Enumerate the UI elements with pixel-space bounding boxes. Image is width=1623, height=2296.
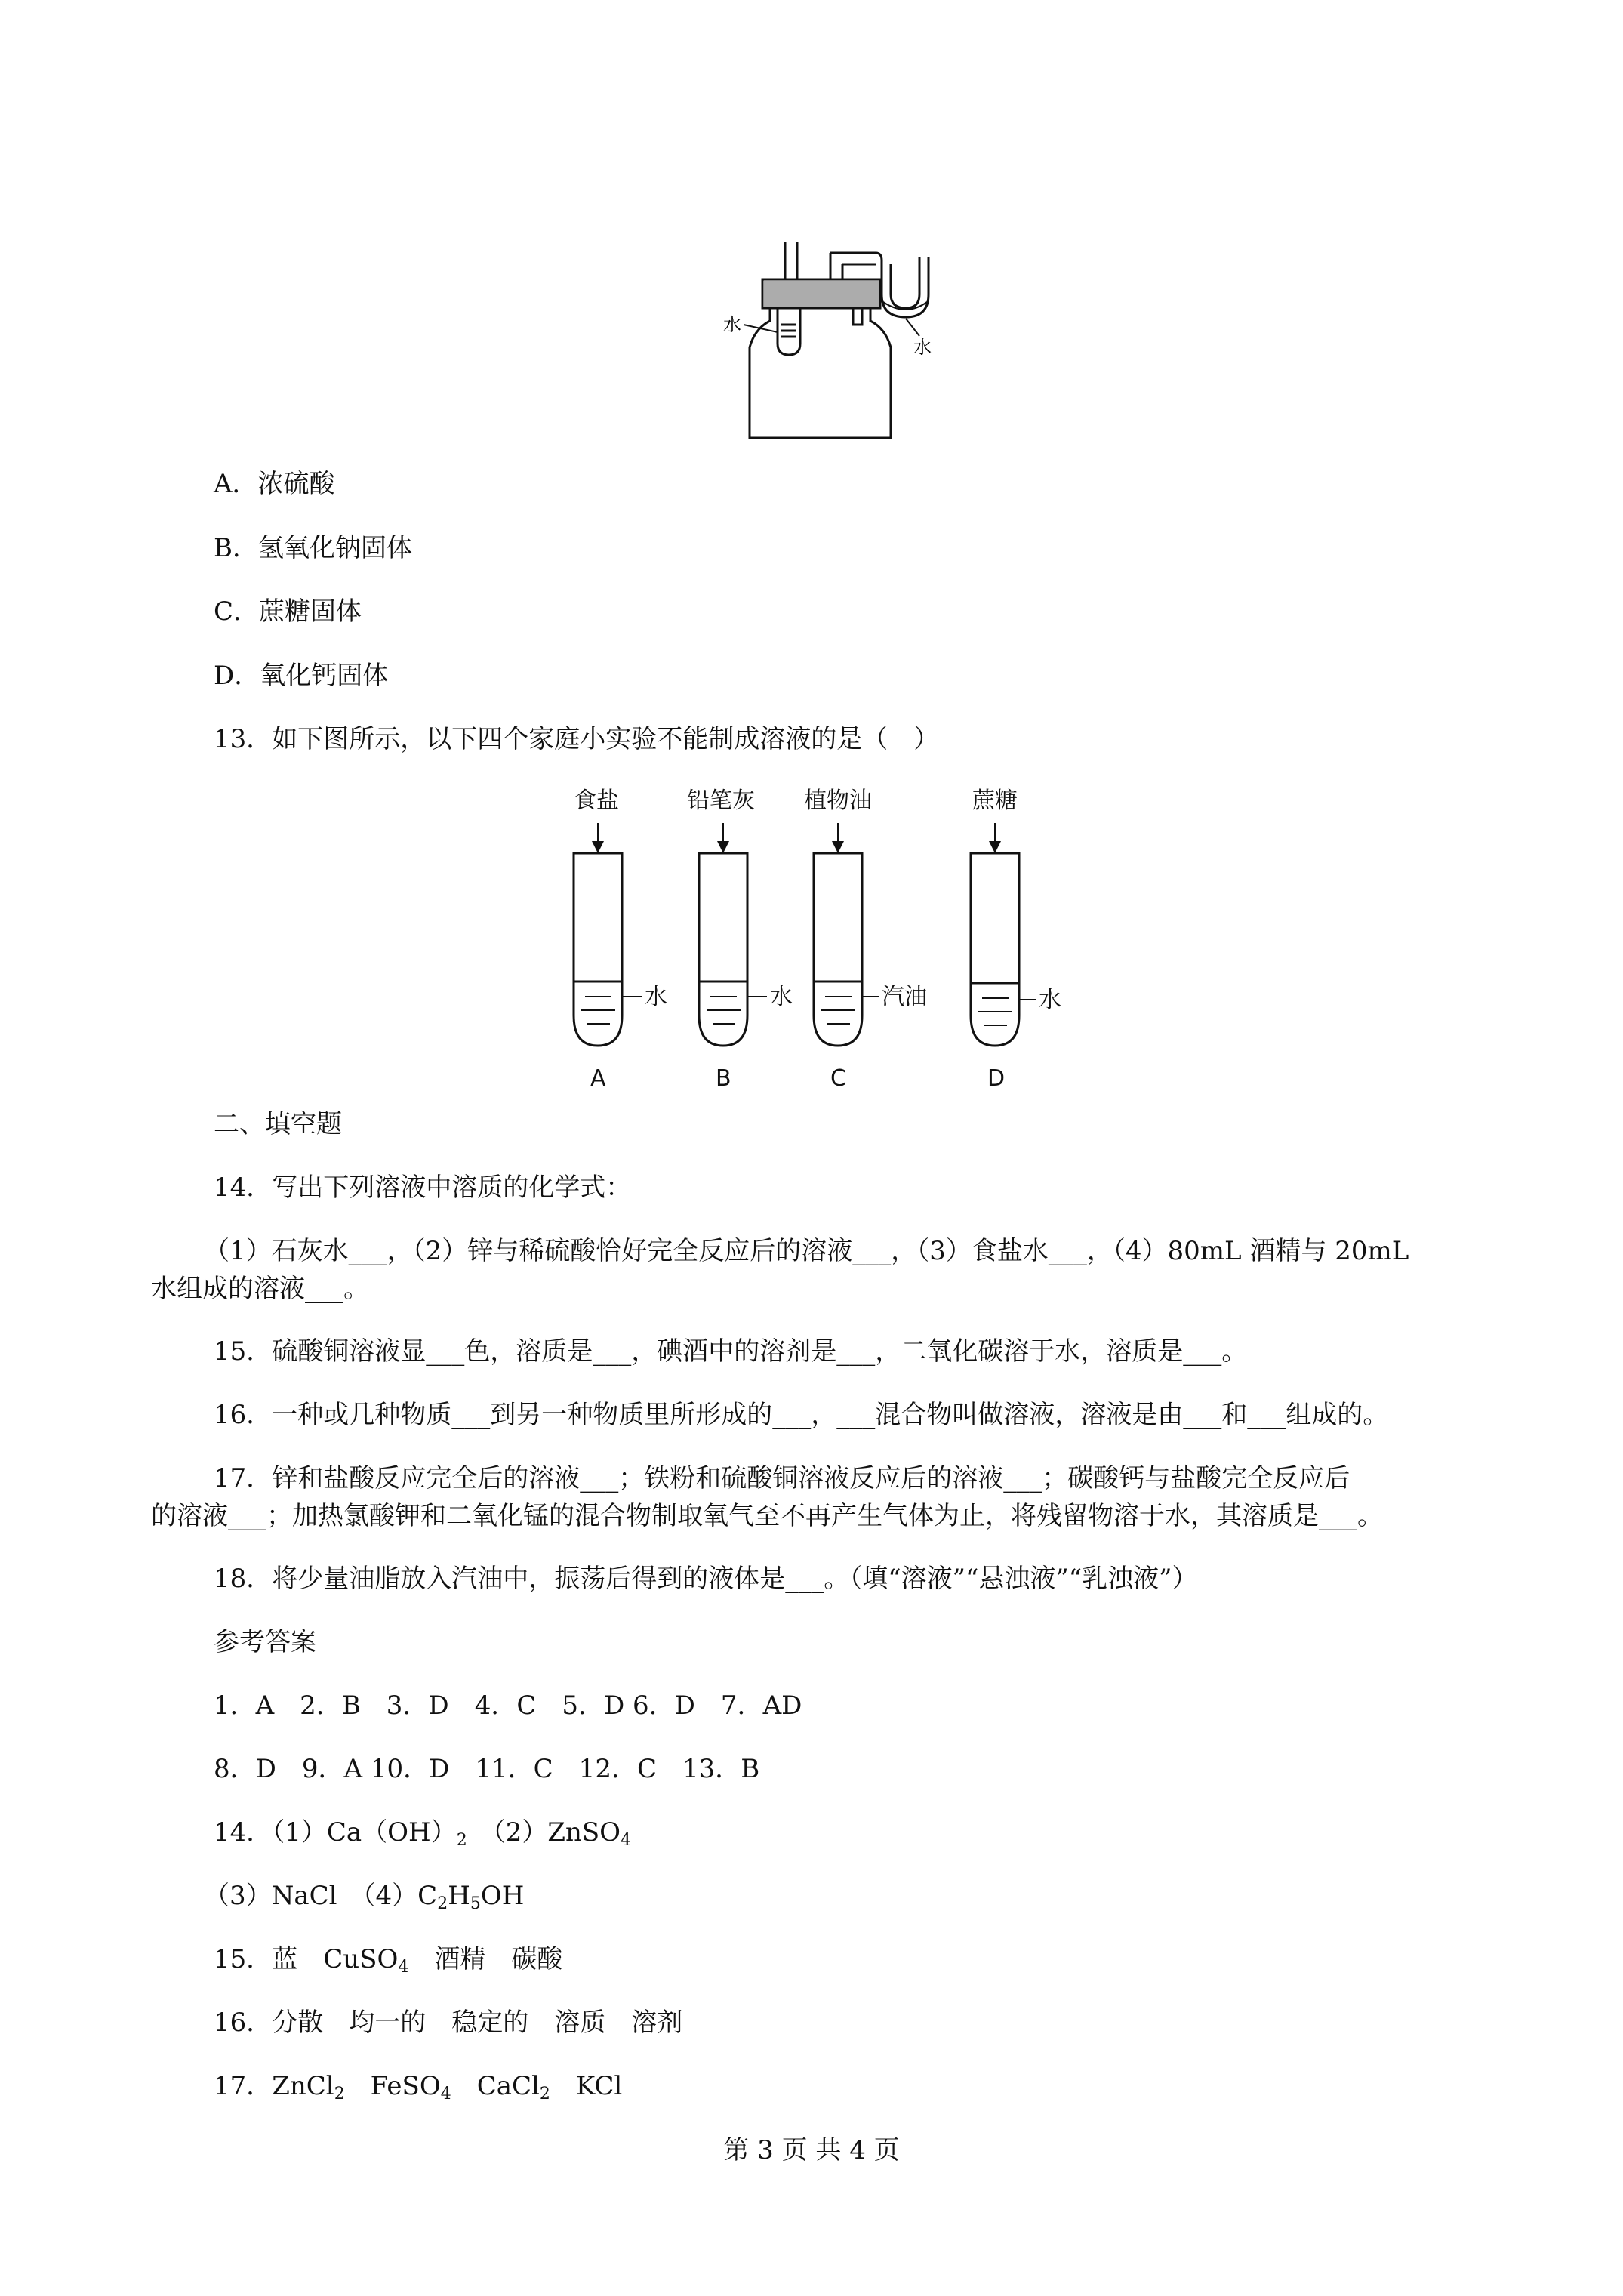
test-tubes-figure — [544, 785, 1087, 1095]
tube-b-letter: B — [716, 1065, 731, 1092]
tube-a-letter: A — [590, 1065, 606, 1092]
tube-d-letter: D — [987, 1065, 1006, 1092]
answer-14-part-1: 14．$(1)Ca(OH)_2$ （2）ZnSO$_4$ — [214, 1817, 632, 1850]
question-14: 14．写出下列溶液中溶质的化学式： — [214, 1173, 632, 1203]
tube-c-side: 汽油 — [882, 984, 927, 1010]
apparatus-figure — [679, 234, 996, 453]
question-18: 18．将少量油脂放入汽油中，振荡后得到的液体是___。（填“溶液”“悬浊液”“乳浊液”） — [214, 1564, 1198, 1594]
option-a: A．浓硫酸 — [214, 469, 335, 499]
tube-a-side: 水 — [645, 984, 667, 1010]
answers-row-2: 8．D 9．A 10．D 11．C 12．C 13．B — [214, 1754, 760, 1784]
question-13: 13．如下图所示，以下四个家庭小实验不能制成溶液的是（ ） — [214, 724, 940, 754]
answer-16: 16．分散 均一的 稳定的 溶质 溶剂 — [214, 2008, 683, 2038]
option-c: C．蔗糖固体 — [214, 596, 362, 627]
answer-14-part-2: （3）NaCl $(4)C_2H_5OH$ — [204, 1881, 525, 1913]
option-b: B．氢氧化钠固体 — [214, 533, 412, 563]
tube-d-label: 蔗糖 — [972, 787, 1018, 814]
tube-d-side: 水 — [1039, 987, 1061, 1013]
question-17-line-1: 17．锌和盐酸反应完全后的溶液___；铁粉和硫酸铜溶液反应后的溶液___；碳酸钙与盐酸完全反应后 — [214, 1463, 1350, 1493]
tube-c-letter: C — [830, 1065, 846, 1092]
option-d: D．氧化钙固体 — [214, 661, 389, 691]
answer-17: 17．ZnCl$_2$ FeSO$_4$ CaCl$_2$ KCl — [214, 2071, 623, 2103]
tube-b-side: 水 — [770, 984, 793, 1010]
question-16: 16．一种或几种物质___到另一种物质里所形成的___，___混合物叫做溶液，溶液是由___和___组成的。 — [214, 1400, 1389, 1430]
question-15: 15．硫酸铜溶液显___色，溶质是___，碘酒中的溶剂是___，二氧化碳溶于水，溶质是___。 — [214, 1336, 1248, 1367]
answers-title: 参考答案 — [214, 1627, 316, 1657]
fig1-label-right: 水 — [913, 337, 932, 358]
question-14-body-2: 水组成的溶液___。 — [151, 1274, 369, 1304]
question-17-line-2: 的溶液___；加热氯酸钾和二氧化锰的混合物制取氧气至不再产生气体为止，将残留物溶于水，其溶质是___。 — [151, 1501, 1383, 1531]
tube-a-label: 食盐 — [574, 787, 619, 814]
question-14-body-1: （1）石灰水___，（2）锌与稀硫酸恰好完全反应后的溶液___，（3）食盐水___，（4）80mL 酒精与 20mL — [204, 1236, 1409, 1266]
tube-b-label: 铅笔灰 — [687, 787, 755, 814]
section-heading: 二、填空题 — [214, 1109, 342, 1139]
answer-15: 15．蓝 CuSO$_4$ 酒精 碳酸 — [214, 1944, 563, 1977]
page-footer: 第 3 页 共 4 页 — [723, 2135, 900, 2165]
tube-c-label: 植物油 — [804, 787, 872, 814]
answers-row-1: 1．A 2．B 3．D 4．C 5．D 6．D 7．AD — [214, 1690, 802, 1721]
fig1-label-left: 水 — [723, 314, 741, 335]
